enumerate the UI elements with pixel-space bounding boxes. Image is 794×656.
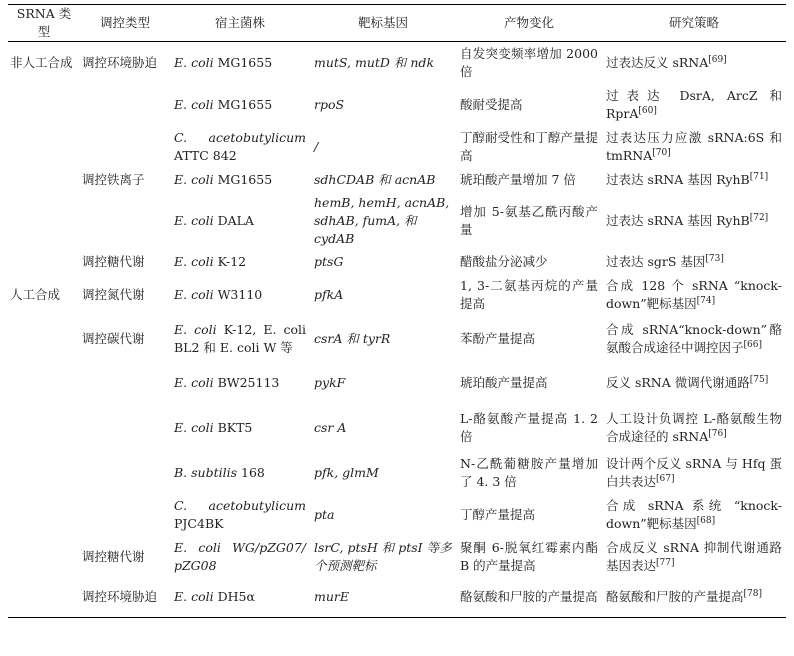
reference-mark: [67] — [656, 473, 675, 484]
srna-type-cell — [8, 250, 80, 274]
target-gene-cell: murE — [310, 578, 456, 618]
reference-mark: [68] — [696, 515, 716, 526]
host-strain-cell: E. coli MG1655 — [174, 96, 273, 112]
srna-type-cell — [8, 452, 80, 494]
host-strain-cell: C. acetobutylicum ATTC 842 — [174, 129, 306, 163]
table-row — [8, 274, 786, 316]
header-strategy: 研究策略 — [602, 5, 786, 42]
target-gene-cell: lsrC, ptsH 和 ptsI 等多个预测靶标 — [314, 539, 452, 573]
regulation-type-cell: 调控碳代谢 — [82, 330, 145, 346]
target-gene-cell: pta — [314, 506, 335, 522]
srna-type-cell — [8, 494, 80, 536]
regulation-type-cell — [80, 84, 170, 126]
host-strain-cell: E. coli DH5α — [170, 578, 310, 618]
target-gene-cell: mutS, mutD 和 ndk — [314, 54, 435, 70]
strategy-cell: 人工设计负调控 L-酪氨酸生物合成途径的 sRNA[76] — [606, 410, 782, 444]
strategy-cell: 过表达压力应激 sRNA:6S 和 tmRNA[70] — [606, 129, 782, 163]
product-change-cell: L-酪氨酸产量提高 1. 2 倍 — [460, 410, 598, 444]
reference-mark: [72] — [749, 212, 769, 223]
header-host-strain: 宿主菌株 — [170, 5, 310, 42]
regulation-type-cell: 调控糖代谢 — [82, 548, 145, 564]
product-change-cell: 酸耐受提高 — [460, 96, 523, 112]
table-row — [8, 250, 786, 274]
srna-table — [8, 4, 786, 618]
target-gene-cell: rpoS — [314, 96, 345, 112]
regulation-type-cell: 调控氮代谢 — [82, 286, 145, 302]
table-row — [8, 578, 786, 618]
table-row — [8, 316, 786, 362]
strategy-cell: 合成 128 个 sRNA “knock-down”靶标基因[74] — [606, 277, 782, 311]
table-row — [8, 126, 786, 168]
srna-type-cell — [8, 404, 80, 452]
reference-mark: [76] — [708, 428, 727, 439]
strategy-cell: 酪氨酸和尸胺的产量提高[78] — [602, 578, 786, 618]
regulation-type-cell: 调控环境胁迫 — [82, 54, 158, 70]
host-strain-cell: E. coli BKT5 — [174, 419, 253, 435]
strategy-cell: 反义 sRNA 微调代谢通路[75] — [606, 374, 769, 390]
header-regulation-type: 调控类型 — [80, 5, 170, 42]
target-gene-cell: / — [314, 138, 319, 154]
product-change-cell: 琥珀酸产量增加 7 倍 — [460, 171, 576, 187]
table-row — [8, 362, 786, 404]
table-row — [8, 192, 786, 250]
srna-type-cell — [8, 536, 80, 578]
table-row — [8, 42, 786, 84]
regulation-type-cell: 调控环境胁迫 — [80, 578, 170, 618]
reference-mark: [77] — [656, 557, 675, 568]
table-row — [8, 452, 786, 494]
srna-type-cell — [8, 316, 80, 362]
regulation-type-cell — [80, 192, 170, 250]
table-row — [8, 536, 786, 578]
product-change-cell: 1, 3-二氨基丙烷的产量提高 — [460, 277, 598, 311]
host-strain-cell: E. coli DALA — [174, 212, 254, 228]
strategy-cell: 过表达反义 sRNA[69] — [606, 54, 727, 70]
reference-mark: [74] — [696, 295, 716, 306]
strategy-cell: 过表达 sRNA 基因 RyhB[71] — [606, 171, 769, 187]
regulation-type-cell — [80, 452, 170, 494]
target-gene-cell: csr A — [314, 419, 347, 435]
regulation-type-cell — [80, 362, 170, 404]
target-gene-cell: sdhCDAB 和 acnAB — [314, 171, 436, 187]
product-change-cell: 丁醇产量提高 — [460, 506, 536, 522]
regulation-type-cell — [80, 404, 170, 452]
host-strain-cell: E. coli W3110 — [174, 286, 263, 302]
target-gene-cell: csrA 和 tyrR — [314, 330, 391, 346]
srna-type-cell — [8, 192, 80, 250]
regulation-type-cell: 调控糖代谢 — [82, 253, 145, 269]
product-change-cell: 酪氨酸和尸胺的产量提高 — [456, 578, 602, 618]
product-change-cell: 苯酚产量提高 — [460, 330, 536, 346]
reference-mark: [71] — [749, 171, 769, 182]
reference-mark: [73] — [705, 253, 724, 264]
host-strain-cell: E. coli MG1655 — [174, 54, 273, 70]
srna-type-cell: 人工合成 — [10, 286, 61, 302]
header-row — [8, 5, 786, 42]
srna-type-cell — [8, 168, 80, 192]
product-change-cell: N-乙酰葡糖胺产量增加了 4. 3 倍 — [460, 455, 598, 489]
strategy-cell: 合成 sRNA“knock-down”酪氨酸合成途径中调控因子[66] — [606, 321, 782, 355]
header-target-gene: 靶标基因 — [310, 5, 456, 42]
host-strain-cell: E. coli BW25113 — [174, 374, 280, 390]
strategy-cell: 合成反义 sRNA 抑制代谢通路基因表达[77] — [606, 539, 782, 573]
reference-mark: [70] — [652, 147, 671, 158]
product-change-cell: 增加 5-氨基乙酰丙酸产量 — [460, 203, 598, 237]
reference-mark: [66] — [743, 339, 762, 350]
table-row — [8, 168, 786, 192]
header-product-change: 产物变化 — [456, 5, 602, 42]
reference-mark: [75] — [749, 374, 769, 385]
host-strain-cell: E. coli MG1655 — [174, 171, 273, 187]
reference-mark: [78] — [743, 589, 762, 600]
strategy-cell: 设计两个反义 sRNA 与 Hfq 蛋白共表达[67] — [606, 455, 782, 489]
srna-type-cell — [8, 126, 80, 168]
target-gene-cell: pykF — [314, 374, 346, 390]
product-change-cell: 聚酮 6-脱氧红霉素内酯 B 的产量提高 — [460, 539, 598, 573]
reference-mark: [60] — [638, 105, 657, 116]
target-gene-cell: pfkA — [314, 286, 344, 302]
reference-mark: [69] — [708, 54, 727, 65]
regulation-type-cell — [80, 494, 170, 536]
header-srna-type: SRNA 类型 — [8, 5, 80, 42]
product-change-cell: 自发突变频率增加 2000 倍 — [460, 45, 598, 79]
strategy-cell: 过表达 sRNA 基因 RyhB[72] — [606, 212, 769, 228]
srna-type-cell: 非人工合成 — [10, 54, 73, 70]
host-strain-cell: C. acetobutylicum PJC4BK — [174, 497, 306, 531]
host-strain-cell: E. coli K-12 — [174, 253, 247, 269]
srna-type-cell — [8, 84, 80, 126]
srna-type-cell — [8, 362, 80, 404]
table-row — [8, 404, 786, 452]
host-strain-cell: B. subtilis 168 — [174, 464, 265, 480]
host-strain-cell: E. coli K-12, E. coli BL2 和 E. coli W 等 — [174, 321, 307, 355]
product-change-cell: 醋酸盐分泌减少 — [460, 253, 548, 269]
regulation-type-cell: 调控铁离子 — [82, 171, 145, 187]
srna-type-cell — [8, 578, 80, 618]
table-row — [8, 494, 786, 536]
target-gene-cell: hemB, hemH, acnAB, sdhAB, fumA, 和 cydAB — [314, 194, 450, 246]
target-gene-cell: ptsG — [314, 253, 344, 269]
strategy-cell: 合成 sRNA 系统 “knock-down”靶标基因[68] — [606, 497, 782, 531]
target-gene-cell: pfk, glmM — [314, 464, 379, 480]
strategy-cell: 过表达 DsrA, ArcZ 和 RprA[60] — [606, 87, 782, 121]
regulation-type-cell — [80, 126, 170, 168]
product-change-cell: 琥珀酸产量提高 — [460, 374, 548, 390]
strategy-cell: 过表达 sgrS 基因[73] — [606, 253, 724, 269]
host-strain-cell: E. coli WG/pZG07/ pZG08 — [174, 539, 306, 573]
table-row — [8, 84, 786, 126]
product-change-cell: 丁醇耐受性和丁醇产量提高 — [460, 129, 598, 163]
